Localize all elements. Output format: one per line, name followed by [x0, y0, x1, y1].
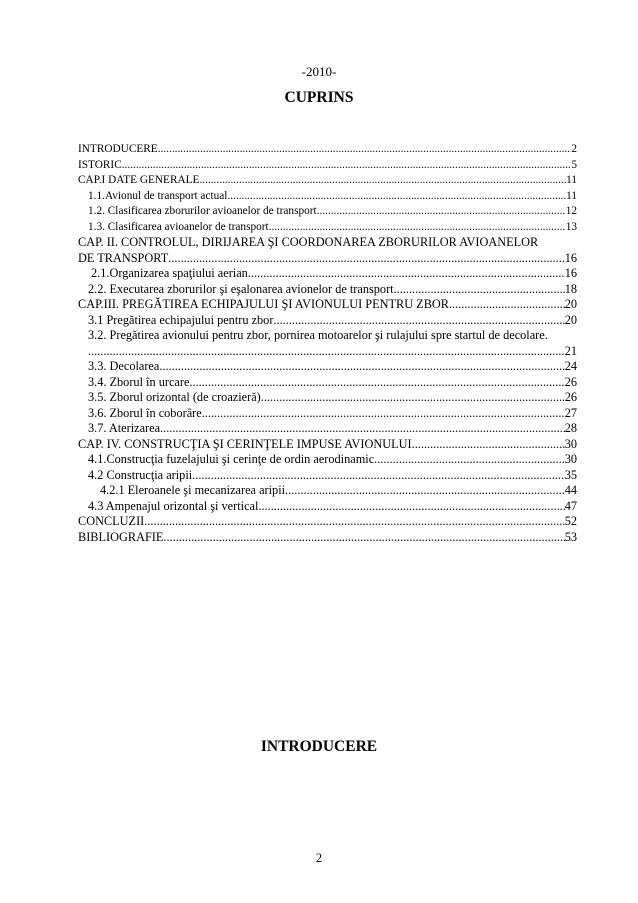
- toc-entry-page: 30: [564, 452, 577, 466]
- toc-entry-cap-2-line1[interactable]: CAP. II. CONTROLUL, DIRIJAREA ŞI COORDONAREA ZBORURILOR AVIOANELOR: [78, 235, 539, 249]
- toc-entry-3-2[interactable]: [78, 344, 577, 360]
- toc-leader-dots: [88, 344, 565, 360]
- toc-entry-label: 1.1.Avionul de transport actual: [88, 189, 228, 202]
- toc-entry-4-2-1[interactable]: [78, 483, 577, 499]
- toc-entry-3-5[interactable]: [78, 390, 577, 406]
- toc-entry-introducere[interactable]: [78, 142, 577, 158]
- toc-entry-label: 4.3 Ampenajul orizontal şi vertical: [88, 498, 259, 513]
- toc-entry-page: 30: [564, 436, 577, 451]
- toc-entry-1-2[interactable]: [78, 204, 577, 220]
- toc-entry-label: ISTORIC: [78, 158, 122, 171]
- toc-entry-label: 4.2 Construcţia aripii: [88, 467, 193, 482]
- toc-entry-page: 18: [564, 281, 577, 296]
- toc-entry-page: 44: [564, 483, 577, 497]
- toc-leader-dots: [189, 375, 564, 391]
- toc-leader-dots: [394, 282, 565, 298]
- toc-leader-dots: [261, 390, 565, 406]
- toc-entry-page: 24: [564, 359, 577, 373]
- toc-entry-label: CAP.I DATE GENERALE: [78, 174, 200, 186]
- toc-leader-dots: [144, 514, 564, 530]
- toc-entry-page: 11: [566, 189, 577, 202]
- toc-entry-cap-4[interactable]: [78, 437, 577, 453]
- toc-entry-page: 53: [564, 529, 577, 544]
- toc-leader-dots: [248, 266, 565, 282]
- toc-entry-page: 12: [565, 205, 577, 217]
- toc-leader-dots: [449, 297, 565, 313]
- toc-entry-page: 27: [564, 405, 577, 420]
- toc-entry-page: 47: [564, 498, 577, 513]
- toc-entry-bibliografie[interactable]: [78, 530, 577, 546]
- toc-leader-dots: [227, 189, 566, 205]
- toc-entry-4-2[interactable]: [78, 468, 577, 484]
- toc-title: CUPRINS: [284, 89, 354, 106]
- toc-leader-dots: [269, 220, 566, 236]
- toc-entry-label: DE TRANSPORT: [78, 250, 169, 265]
- toc-entry-label: INTRODUCERE: [78, 143, 158, 155]
- toc-entry-cap-3[interactable]: [78, 297, 577, 313]
- toc-entry-label: 3.6. Zborul în coborâre: [88, 405, 202, 420]
- toc-entry-label: 4.2.1 Eleroanele şi mecanizarea aripii: [100, 483, 286, 497]
- toc-entry-label: 3.4. Zborul în urcare: [88, 374, 190, 389]
- toc-entry-istoric[interactable]: [78, 158, 577, 174]
- section-heading: INTRODUCERE: [260, 738, 378, 755]
- toc-entry-label: CONCLUZII: [78, 514, 145, 528]
- toc-entry-label: BIBLIOGRAFIE: [78, 529, 164, 544]
- toc-entry-label: 1.3. Clasificarea avioanelor de transport: [88, 220, 269, 233]
- toc-entry-page: 20: [564, 297, 577, 311]
- toc-leader-dots: [199, 173, 566, 189]
- toc-entry-label: CAP. IV. CONSTRUCŢIA ŞI CERINŢELE IMPUSE AVIONULUI: [78, 436, 412, 451]
- toc-entry-3-6[interactable]: [78, 406, 577, 422]
- toc-entry-page: 26: [564, 390, 577, 404]
- toc-entry-label: 3.5. Zborul orizontal (de croazieră): [88, 390, 261, 404]
- toc-entry-label: 3.1 Pregătirea echipajului pentru zbor: [88, 312, 274, 327]
- toc-entry-label: 3.3. Decolarea: [88, 359, 160, 373]
- toc-leader-dots: [374, 452, 565, 468]
- document-year: -2010-: [301, 64, 337, 79]
- page-number: 2: [315, 851, 323, 865]
- toc-leader-dots: [163, 530, 564, 546]
- toc-entry-page: 35: [564, 467, 577, 482]
- toc-leader-dots: [317, 204, 566, 220]
- toc-entry-2-1[interactable]: [78, 266, 577, 282]
- toc-entry-label: 1.2. Clasificarea zborurilor avioanelor de transport: [88, 205, 317, 217]
- toc-entry-3-2-line1[interactable]: 3.2. Pregătirea avionului pentru zbor, pornirea motoarelor şi rulajului spre startul de decolare.: [88, 328, 548, 342]
- toc-entry-page: 21: [564, 343, 577, 358]
- toc-leader-dots: [122, 158, 572, 174]
- toc-entry-4-1[interactable]: [78, 452, 577, 468]
- toc-leader-dots: [285, 483, 565, 499]
- toc-entry-cap-1[interactable]: [78, 173, 577, 189]
- table-of-contents: [78, 142, 577, 545]
- toc-entry-concluzii[interactable]: [78, 514, 577, 530]
- toc-entry-3-3[interactable]: [78, 359, 577, 375]
- toc-entry-page: 13: [565, 220, 577, 233]
- toc-leader-dots: [192, 468, 565, 484]
- toc-entry-page: 20: [564, 312, 577, 327]
- toc-entry-page: 52: [564, 514, 577, 528]
- toc-leader-dots: [412, 437, 565, 453]
- toc-leader-dots: [273, 313, 564, 329]
- toc-entry-page: 11: [566, 174, 577, 186]
- toc-entry-page: 16: [564, 266, 577, 280]
- toc-entry-label: 4.1.Construcţia fuzelajului şi cerinţe de ordin aerodinamic: [88, 452, 375, 466]
- toc-leader-dots: [168, 251, 564, 267]
- toc-entry-3-7[interactable]: [78, 421, 577, 437]
- toc-leader-dots: [158, 142, 572, 158]
- toc-entry-label: 3.7. Aterizarea: [88, 421, 161, 435]
- toc-entry-3-1[interactable]: [78, 313, 577, 329]
- toc-leader-dots: [202, 406, 565, 422]
- toc-entry-label: 2.1.Organizarea spaţiului aerian: [91, 266, 248, 280]
- toc-entry-1-1[interactable]: [78, 189, 577, 205]
- toc-entry-cap-2[interactable]: [78, 251, 577, 267]
- toc-entry-label: CAP.III. PREGĂTIREA ECHIPAJULUI ŞI AVIONULUI PENTRU ZBOR: [78, 297, 449, 311]
- toc-entry-page: 26: [564, 374, 577, 389]
- toc-leader-dots: [160, 421, 565, 437]
- toc-entry-label: 2.2. Executarea zborurilor şi eşalonarea avionelor de transport: [88, 281, 394, 296]
- toc-entry-2-2[interactable]: [78, 282, 577, 298]
- toc-entry-1-3[interactable]: [78, 220, 577, 236]
- toc-entry-page: 16: [564, 250, 577, 265]
- toc-entry-page: 5: [571, 158, 577, 171]
- toc-entry-3-4[interactable]: [78, 375, 577, 391]
- toc-entry-page: 28: [564, 421, 577, 435]
- toc-entry-page: 2: [571, 143, 577, 155]
- toc-entry-4-3[interactable]: [78, 499, 577, 515]
- toc-leader-dots: [258, 499, 564, 515]
- toc-leader-dots: [159, 359, 564, 375]
